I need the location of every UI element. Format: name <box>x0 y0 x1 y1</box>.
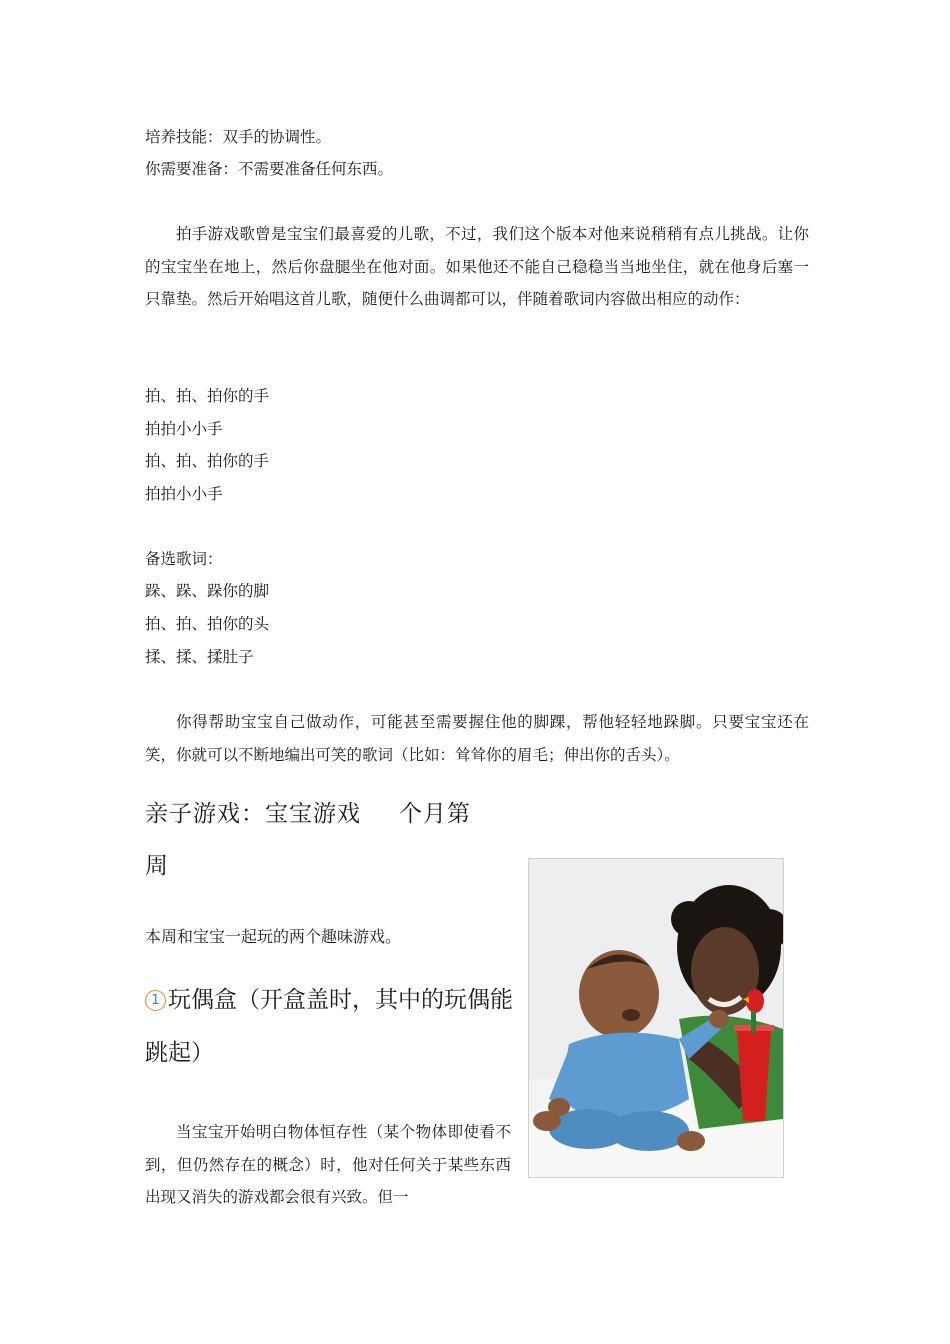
song-line: 拍拍小小手 <box>145 420 223 438</box>
intro-paragraph: 拍手游戏歌曾是宝宝们最喜爱的儿歌，不过，我们这个版本对他来说稍稍有点儿挑战。让你的宝宝坐在地上，然后你盘腿坐在他对面。如果他还不能自己稳稳当当地坐住，就在他身后塞一只靠垫。然后开始唱这首儿歌，随便什么曲调都可以，伴随着歌词内容做出相应的动作： <box>145 225 809 308</box>
section-heading <box>145 795 471 828</box>
alt-lyric-line: 揉、揉、揉肚子 <box>145 648 254 666</box>
number-circle-icon: 1 <box>145 990 166 1011</box>
object-permanence-paragraph: 当宝宝开始明白物体恒存性（某个物体即使看不到，但仍然存在的概念）时，他对任何关于某些东西出现又消失的游戏都会很有兴致。但一 <box>145 1123 511 1206</box>
help-paragraph: 你得帮助宝宝自己做动作，可能甚至需要握住他的脚踝，帮他轻轻地跺脚。只要宝宝还在笑，你就可以不断地编出可笑的歌词（比如：耸耸你的眉毛；伸出你的舌头）。 <box>145 713 809 764</box>
preparation-line: 你需要准备：不需要准备任何东西。 <box>145 160 394 178</box>
game-heading <box>145 974 517 1080</box>
mother-baby-photo <box>528 858 784 1178</box>
photo-illustration <box>529 859 783 1177</box>
song-line: 拍、拍、拍你的手 <box>145 387 270 405</box>
heading-part-1: 亲子游戏：宝宝游戏 <box>145 801 361 827</box>
heading-part-2: 个月第 <box>399 801 471 827</box>
section-subheading: 本周和宝宝一起玩的两个趣味游戏。 <box>145 927 402 946</box>
alt-lyrics-title: 备选歌词： <box>145 550 223 568</box>
alt-lyric-line: 拍、拍、拍你的头 <box>145 615 270 633</box>
skill-line: 培养技能：双手的协调性。 <box>145 128 332 146</box>
game-title: 玩偶盒（开盒盖时，其中的玩偶能跳起） <box>145 987 513 1066</box>
section-heading-continued: 周 <box>145 853 169 879</box>
song-line: 拍、拍、拍你的手 <box>145 452 270 470</box>
alt-lyric-line: 跺、跺、跺你的脚 <box>145 582 270 600</box>
song-line: 拍拍小小手 <box>145 485 223 503</box>
